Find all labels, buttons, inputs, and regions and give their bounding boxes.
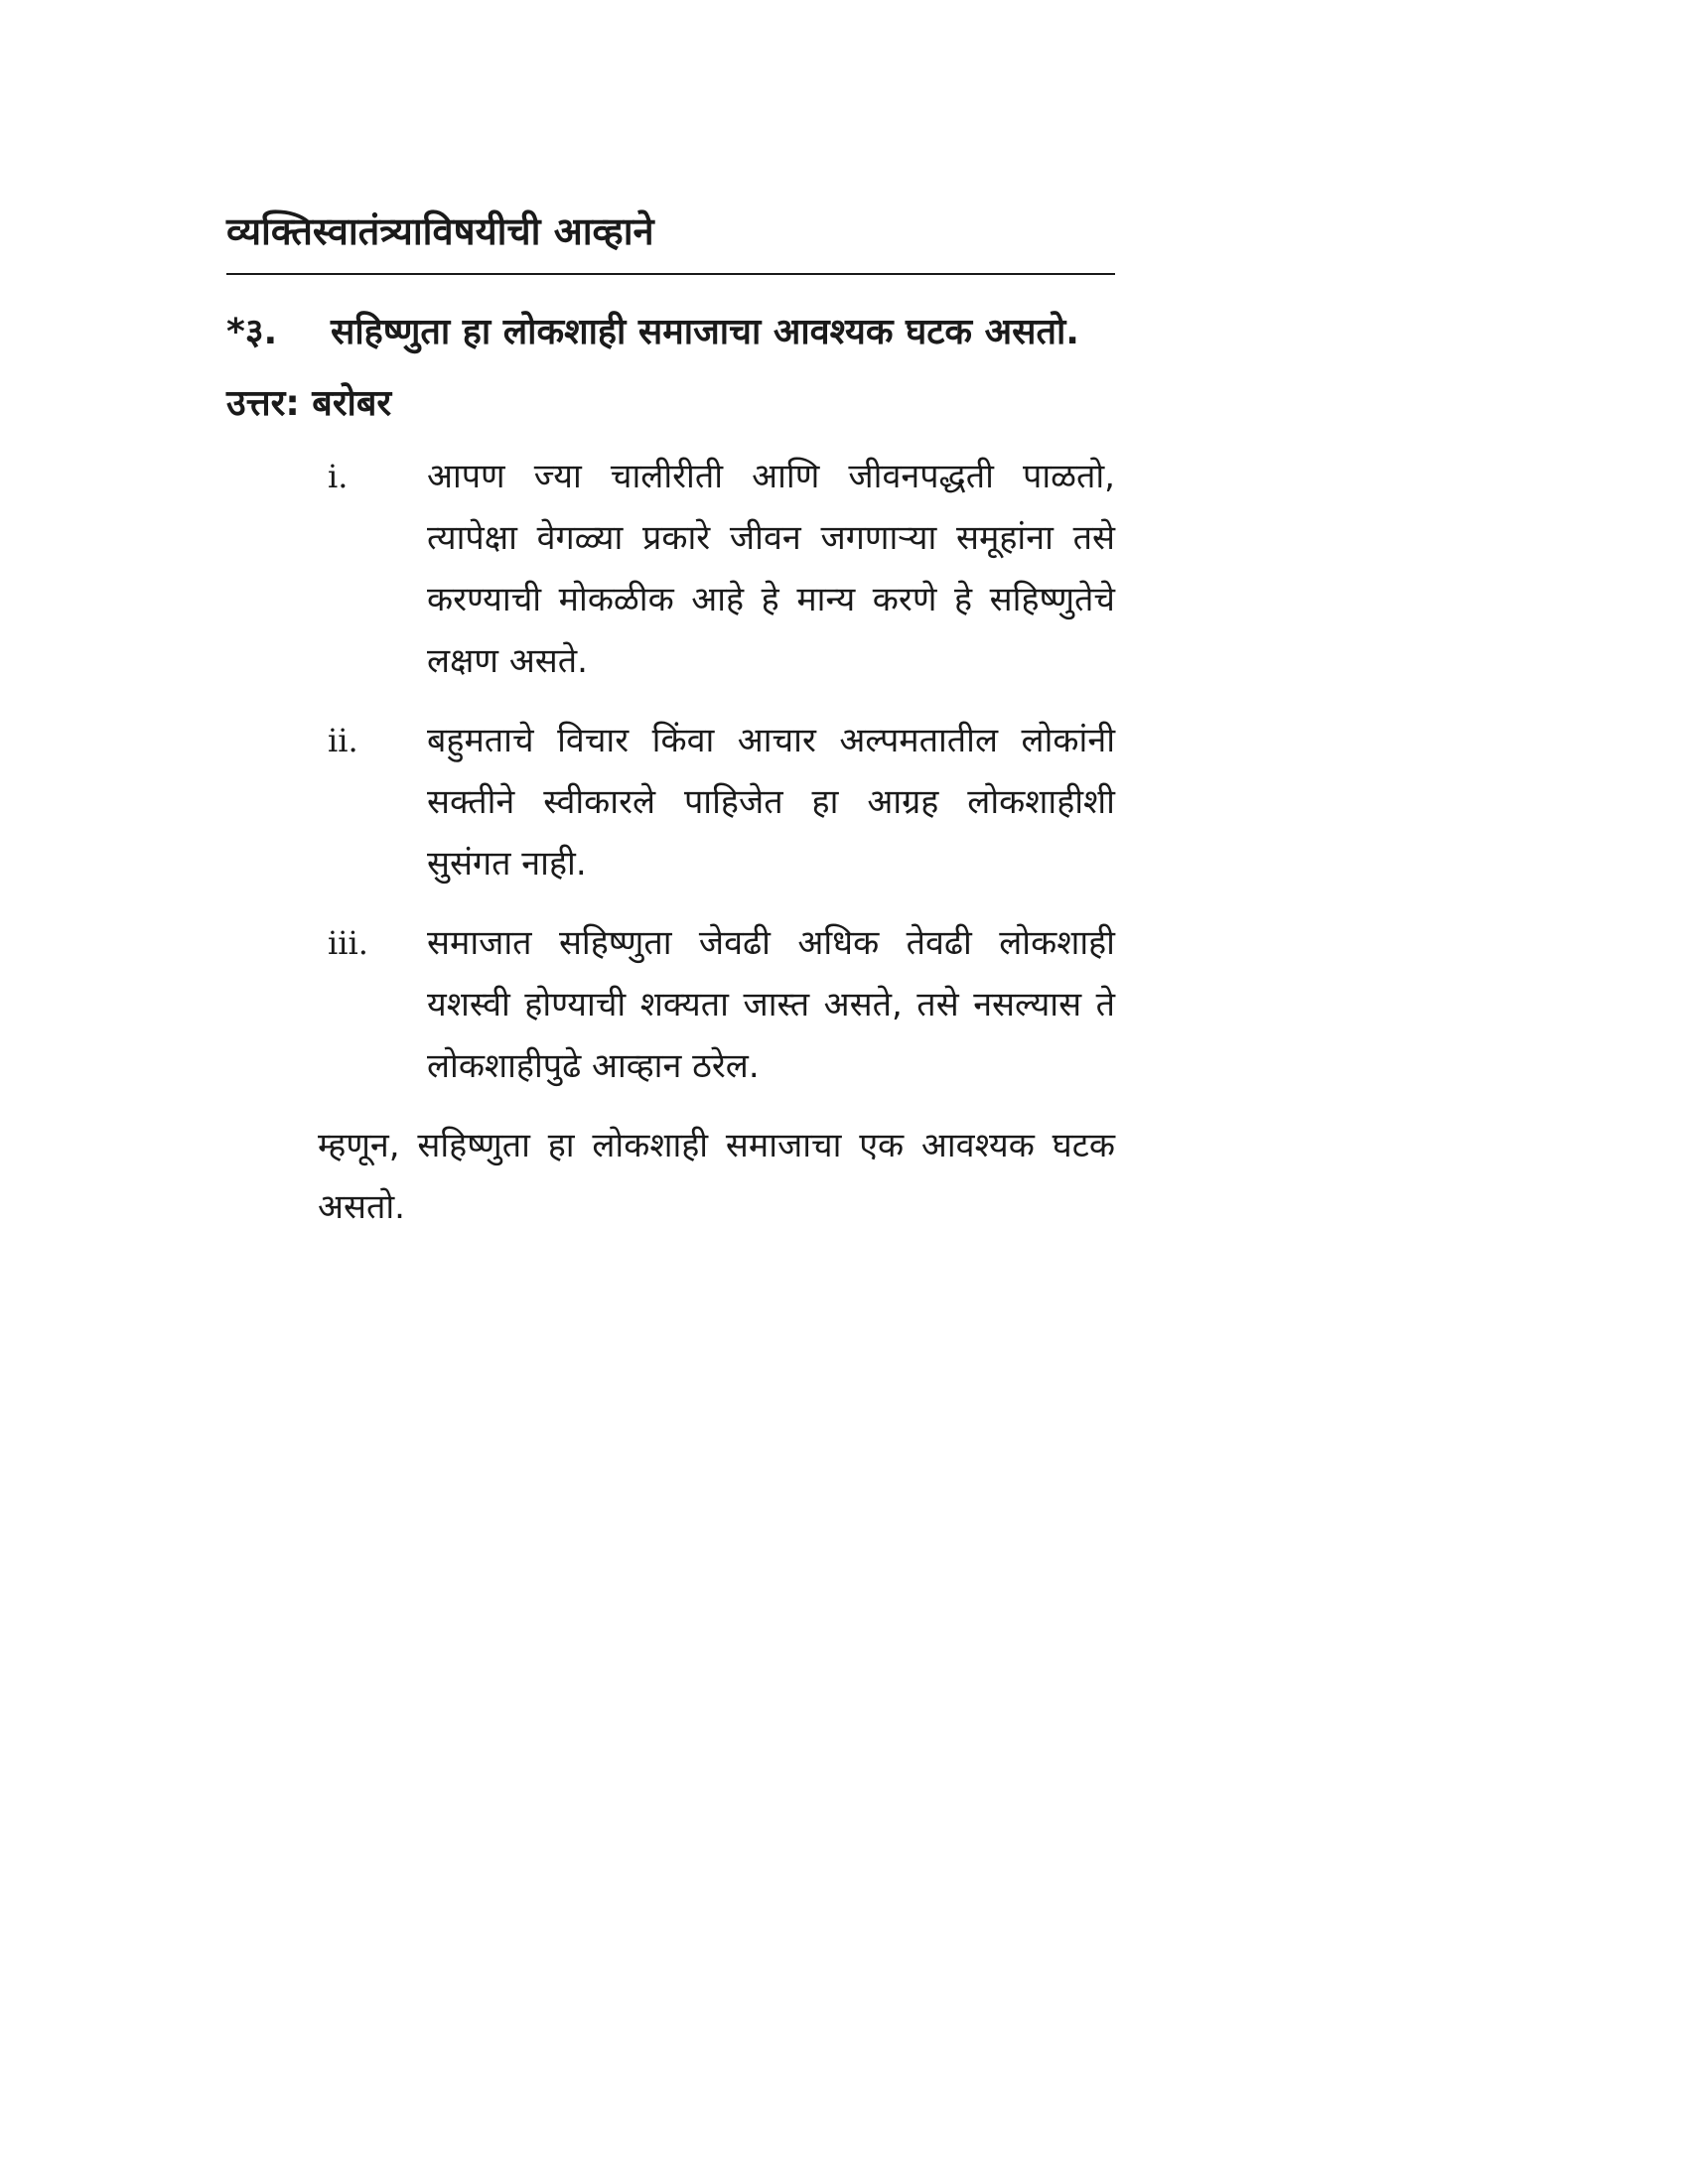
question-text: सहिष्णुता हा लोकशाही समाजाचा आवश्यक घटक असतो. <box>331 312 1079 352</box>
answer-point <box>328 446 1115 692</box>
answer-conclusion: म्हणून, सहिष्णुता हा लोकशाही समाजाचा एक आवश्यक घटक असतो. <box>318 1126 1115 1227</box>
question-block <box>226 301 1115 364</box>
answer-points-list <box>226 446 1115 1097</box>
answer-point <box>328 710 1115 894</box>
point-text: समाजात सहिष्णुता जेवढी अधिक तेवढी लोकशाही यशस्वी होण्याची शक्यता जास्त असते, तसे नसल्यास ते लोकशाहीपुढे आव्हान ठरेल. <box>427 923 1115 1086</box>
answer-point <box>328 912 1115 1097</box>
point-number: iii. <box>328 924 368 962</box>
point-number: ii. <box>328 722 358 759</box>
section-title: व्यक्तिस्वातंत्र्याविषयीची आव्हाने <box>226 204 1115 275</box>
question-number: *३. <box>226 312 278 352</box>
point-number: i. <box>328 458 349 495</box>
answer-label: उत्तर: बरोबर <box>226 383 392 424</box>
document-page <box>226 204 1115 1272</box>
point-text: आपण ज्या चालीरीती आणि जीवनपद्धती पाळतो, त्यापेक्षा वेगळ्या प्रकारे जीवन जगणाऱ्या समूहांना तसे करण्याची मोकळीक आहे हे मान्य करणे हे सहिष्णुतेचे लक्षण असते. <box>427 457 1115 681</box>
point-text: बहुमताचे विचार किंवा आचार अल्पमतातील लोकांनी सक्तीने स्वीकारले पाहिजेत हा आग्रह लोकशाहीशी सुसंगत नाही. <box>427 721 1115 884</box>
